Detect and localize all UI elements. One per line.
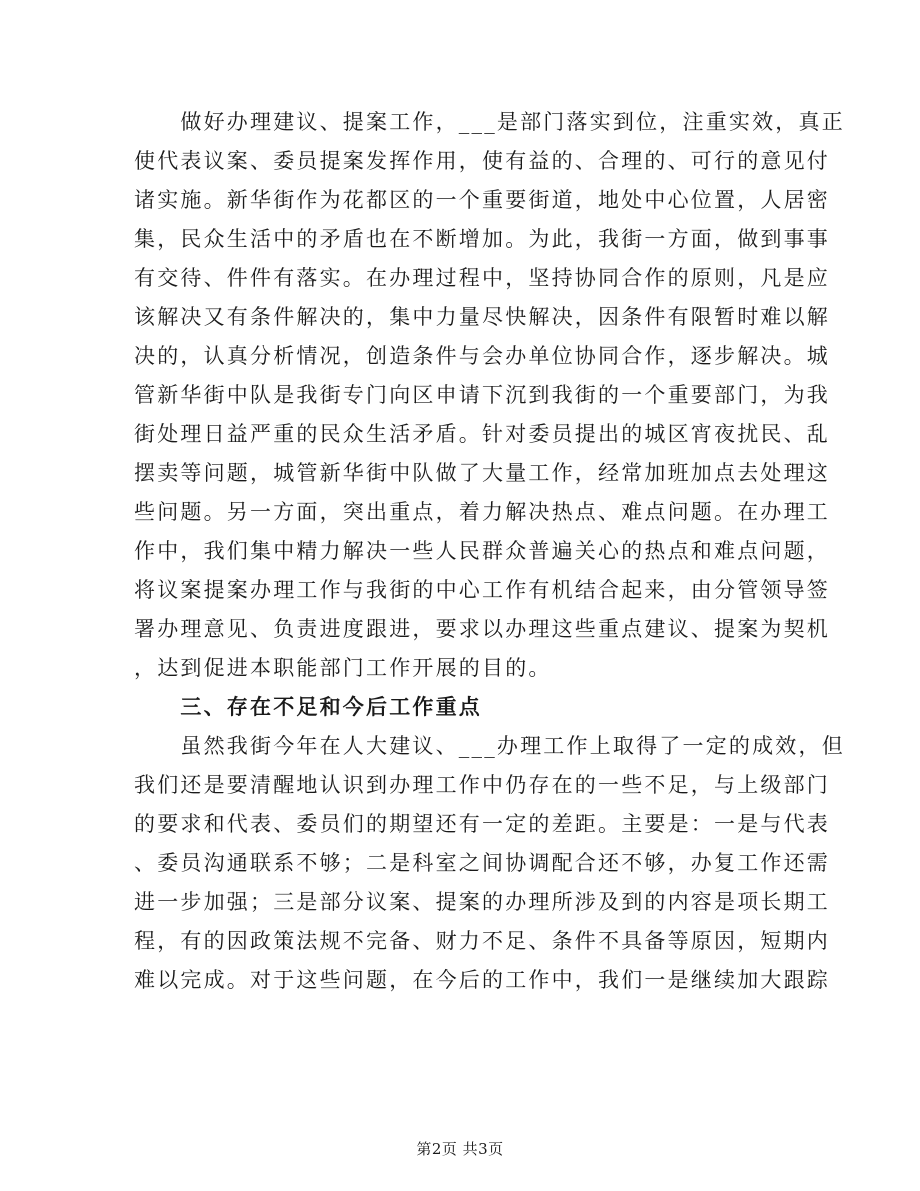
paragraph-line: 难以完成。对于这些问题，在今后的工作中，我们一是继续加大跟踪 — [134, 968, 830, 992]
section-heading: 三、存在不足和今后工作重点 — [134, 694, 482, 719]
paragraph-line: 诸实施。新华街作为花都区的一个重要街道，地处中心位置，人居密 — [134, 188, 830, 212]
page-number-footer: 第2页 共3页 — [416, 1140, 504, 1158]
paragraph-line: 集，民众生活中的矛盾也在不断增加。为此，我街一方面，做到事事 — [134, 227, 830, 251]
paragraph-line: 作中，我们集中精力解决一些人民群众普遍关心的热点和难点问题， — [134, 539, 830, 563]
paragraph-line: 些问题。另一方面，突出重点，着力解决热点、难点问题。在办理工 — [134, 500, 830, 524]
paragraph-line: 程，有的因政策法规不完备、财力不足、条件不具备等原因，短期内 — [134, 929, 830, 953]
paragraph-line: 摆卖等问题，城管新华街中队做了大量工作，经常加班加点去处理这 — [134, 461, 830, 485]
paragraph-line: 将议案提案办理工作与我街的中心工作有机结合起来，由分管领导签 — [134, 578, 830, 602]
paragraph-line: 我们还是要清醒地认识到办理工作中仍存在的一些不足，与上级部门 — [134, 773, 830, 797]
paragraph-line: 该解决又有条件解决的，集中力量尽快解决，因条件有限暂时难以解 — [134, 305, 830, 329]
paragraph-line: 的要求和代表、委员们的期望还有一定的差距。主要是：一是与代表 — [134, 812, 830, 836]
paragraph-line: 做好办理建议、提案工作，___是部门落实到位，注重实效，真正 — [134, 110, 845, 134]
paragraph-line: 、委员沟通联系不够；二是科室之间协调配合还不够，办复工作还需 — [134, 851, 830, 875]
paragraph-line: 虽然我街今年在人大建议、___办理工作上取得了一定的成效，但 — [134, 734, 845, 758]
paragraph-line: ，达到促进本职能部门工作开展的目的。 — [134, 656, 552, 680]
paragraph-line: 街处理日益严重的民众生活矛盾。针对委员提出的城区宵夜扰民、乱 — [134, 422, 830, 446]
paragraph-line: 署办理意见、负责进度跟进，要求以办理这些重点建议、提案为契机 — [134, 617, 830, 641]
paragraph-line: 使代表议案、委员提案发挥作用，使有益的、合理的、可行的意见付 — [134, 149, 830, 173]
paragraph-line: 有交待、件件有落实。在办理过程中，坚持协同合作的原则，凡是应 — [134, 266, 830, 290]
paragraph-line: 管新华街中队是我街专门向区申请下沉到我街的一个重要部门，为我 — [134, 383, 830, 407]
paragraph-line: 进一步加强；三是部分议案、提案的办理所涉及到的内容是项长期工 — [134, 890, 830, 914]
paragraph-line: 决的，认真分析情况，创造条件与会办单位协同合作，逐步解决。城 — [134, 344, 830, 368]
